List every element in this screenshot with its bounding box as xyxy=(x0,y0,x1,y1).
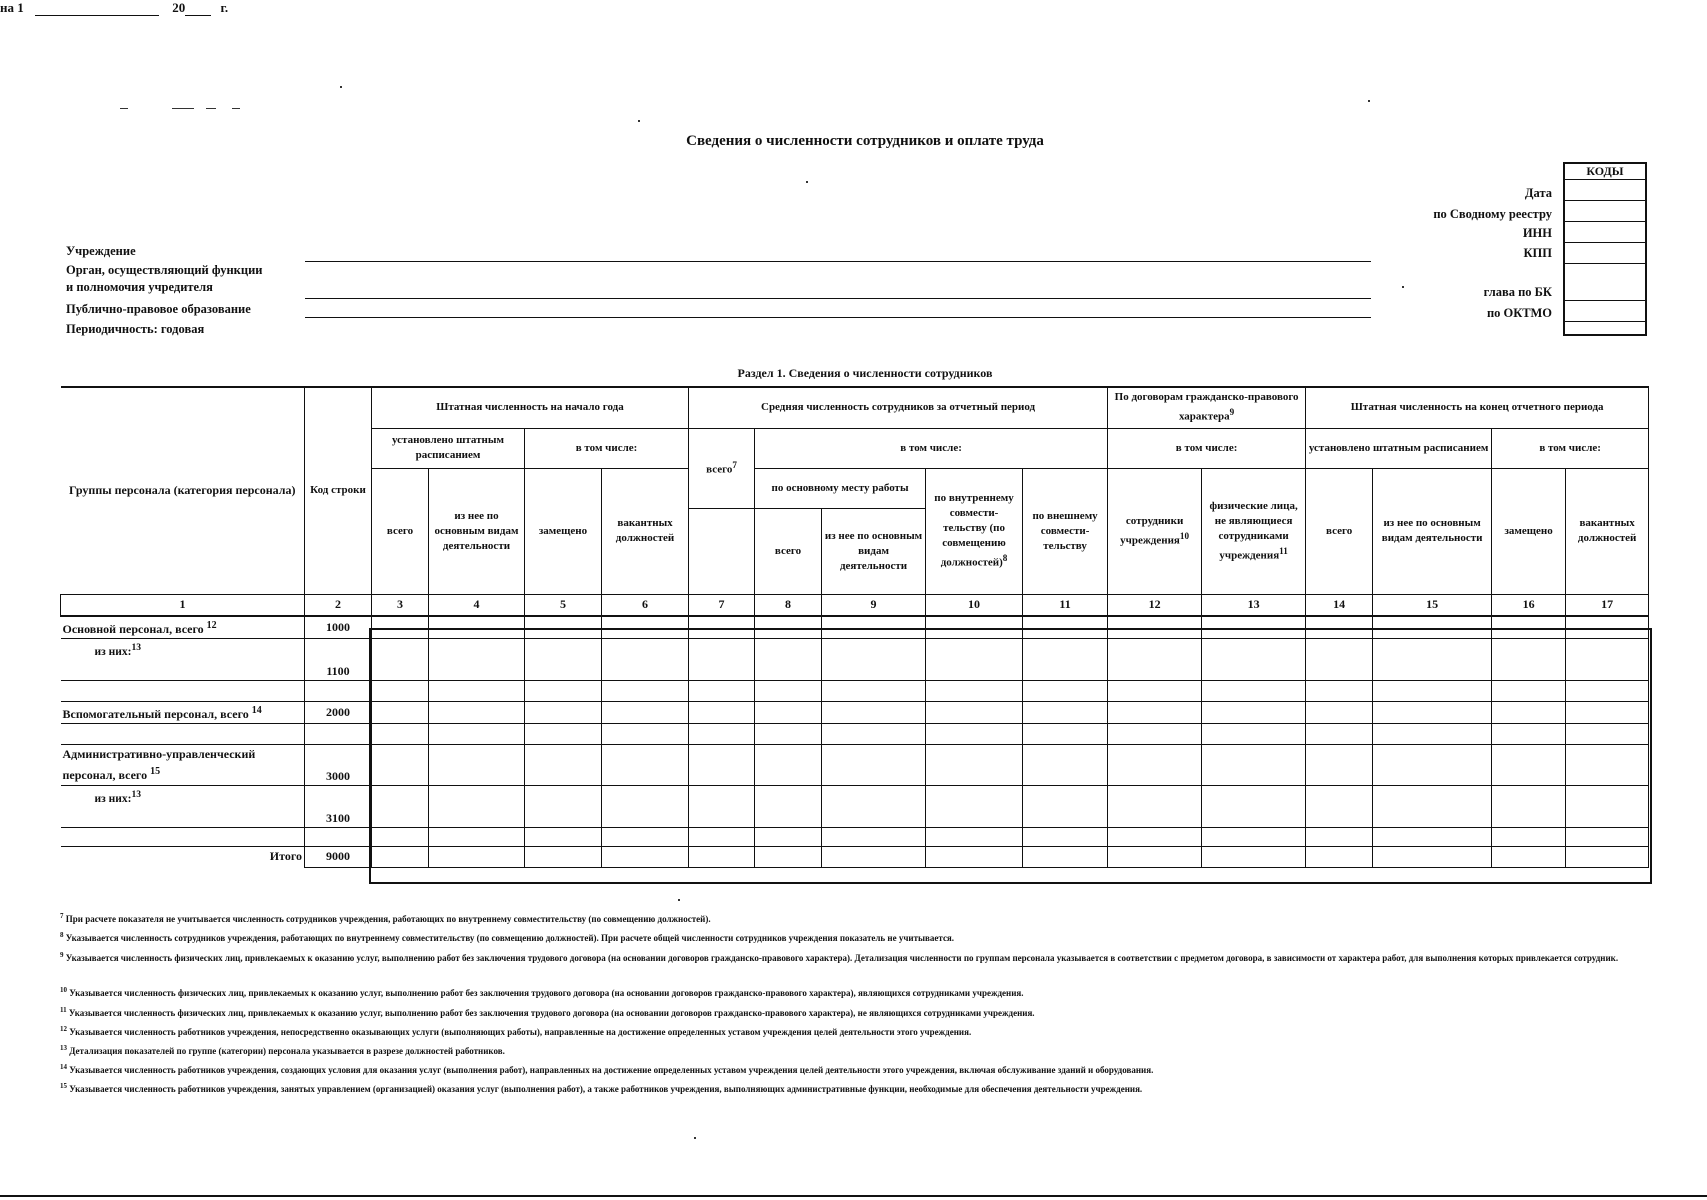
col10-internal xyxy=(926,468,1023,594)
periodicity-label: Периодичность: годовая xyxy=(66,322,205,336)
code-cell-empty[interactable] xyxy=(1564,322,1646,336)
cell[interactable] xyxy=(429,846,525,867)
cell[interactable] xyxy=(1023,680,1108,701)
cell[interactable] xyxy=(602,723,689,744)
admin-staff-text-1: Административно-управленческий xyxy=(62,746,256,761)
cell[interactable] xyxy=(1306,616,1373,639)
internal-text: по внутреннему совмести-тельству (по совмещению должностей) xyxy=(934,492,1014,569)
cell[interactable] xyxy=(372,744,429,785)
colnum: 8 xyxy=(755,594,822,616)
cell[interactable] xyxy=(1202,846,1306,867)
cell[interactable] xyxy=(429,701,525,723)
cell[interactable] xyxy=(525,827,602,846)
table-row xyxy=(61,827,1649,846)
cell[interactable] xyxy=(525,744,602,785)
cell[interactable] xyxy=(755,723,822,744)
municipality-label: Публично-правовое образование xyxy=(66,302,251,316)
cell[interactable] xyxy=(1566,785,1649,827)
colnum: 12 xyxy=(1108,594,1202,616)
cell[interactable] xyxy=(689,680,755,701)
code-label-oktmo: по ОКТМО xyxy=(1486,306,1552,320)
row-code: 9000 xyxy=(305,846,372,867)
footnote-number: 9 xyxy=(60,951,64,959)
table-row xyxy=(61,846,1649,867)
avg-main-place: по основному месту работы xyxy=(755,468,926,508)
cell[interactable] xyxy=(1373,744,1492,785)
cell[interactable] xyxy=(1023,827,1108,846)
footnote-text: Указывается численность работников учреждения, непосредственно оказывающих услуги (выполняющих работы), направленные на достижение определенных уставом учреждения целей деятельности этого учреждения. xyxy=(69,1027,972,1037)
employees-text: сотрудники учреждения xyxy=(1120,514,1184,547)
cell[interactable] xyxy=(525,638,602,680)
cell[interactable] xyxy=(926,723,1023,744)
avg-total-header xyxy=(689,428,755,508)
staff-end-incl: в том числе: xyxy=(1492,428,1649,468)
cell[interactable] xyxy=(1566,701,1649,723)
cell[interactable] xyxy=(755,785,822,827)
cell[interactable] xyxy=(429,680,525,701)
footnote-12 xyxy=(60,1024,1660,1038)
footnote-number: 14 xyxy=(60,1063,67,1071)
code-cell-date[interactable] xyxy=(1564,180,1646,201)
institution-field[interactable] xyxy=(305,261,1371,262)
cell[interactable] xyxy=(1373,827,1492,846)
row-code: 1000 xyxy=(305,616,372,639)
cell[interactable] xyxy=(822,744,926,785)
cell[interactable] xyxy=(1023,638,1108,680)
cell[interactable] xyxy=(822,723,926,744)
cell[interactable] xyxy=(1373,723,1492,744)
footnote-text: Указывается численность физических лиц, привлекаемых к оказанию услуг, выполнению работ без заключения трудового договора (на основании договоров гражданско-правового характера), являющихся сотрудниками учреждения. xyxy=(69,988,1024,998)
cell[interactable] xyxy=(525,701,602,723)
cell[interactable] xyxy=(1108,785,1202,827)
footnote-8 xyxy=(60,930,1660,944)
code-cell-oktmo[interactable] xyxy=(1564,301,1646,322)
cell[interactable] xyxy=(305,680,372,701)
cell[interactable] xyxy=(1566,827,1649,846)
cell[interactable] xyxy=(1306,744,1373,785)
colnum: 6 xyxy=(602,594,689,616)
admin-staff-sup: 15 xyxy=(150,765,161,777)
cell[interactable] xyxy=(1306,638,1373,680)
colnum: 15 xyxy=(1373,594,1492,616)
cell[interactable] xyxy=(1373,616,1492,639)
cell[interactable] xyxy=(1566,616,1649,639)
cell[interactable] xyxy=(689,638,755,680)
cell[interactable] xyxy=(1492,638,1566,680)
row-aux-staff-label xyxy=(61,701,305,723)
colnum: 13 xyxy=(1202,594,1306,616)
founder-field[interactable] xyxy=(305,298,1371,299)
footnote-number: 11 xyxy=(60,1006,67,1014)
staff-start-established: установлено штатным расписанием xyxy=(372,428,525,468)
avg-total-sup: 7 xyxy=(732,460,737,471)
row-admin-staff-label xyxy=(61,744,305,785)
cell[interactable] xyxy=(755,846,822,867)
cell[interactable] xyxy=(372,680,429,701)
cell[interactable] xyxy=(305,827,372,846)
cell[interactable] xyxy=(689,723,755,744)
cell[interactable] xyxy=(1108,616,1202,639)
cell[interactable] xyxy=(1023,846,1108,867)
staff-table xyxy=(60,386,1649,868)
cell[interactable] xyxy=(1492,827,1566,846)
row-of-them-label xyxy=(61,638,305,680)
founder-label-line2: и полномочия учредителя xyxy=(66,280,213,294)
col-contracts-header xyxy=(1108,387,1306,428)
cell[interactable] xyxy=(61,723,305,744)
colnum: 10 xyxy=(926,594,1023,616)
cell[interactable] xyxy=(1373,785,1492,827)
internal-sup: 8 xyxy=(1002,553,1008,564)
cell[interactable] xyxy=(926,827,1023,846)
cell[interactable] xyxy=(1108,827,1202,846)
cell[interactable] xyxy=(755,616,822,639)
institution-label: Учреждение xyxy=(66,244,136,258)
cell[interactable] xyxy=(822,827,926,846)
colnum: 1 xyxy=(61,594,305,616)
table-row xyxy=(61,701,1649,723)
code-cell-bk[interactable] xyxy=(1564,264,1646,301)
cell[interactable] xyxy=(822,846,926,867)
code-cell-kpp[interactable] xyxy=(1564,243,1646,264)
cell[interactable] xyxy=(602,744,689,785)
cell[interactable] xyxy=(926,616,1023,639)
footnote-number: 7 xyxy=(60,912,64,920)
cell[interactable] xyxy=(372,785,429,827)
footnote-number: 13 xyxy=(60,1044,67,1052)
cell[interactable] xyxy=(525,616,602,639)
cell[interactable] xyxy=(525,785,602,827)
cell[interactable] xyxy=(1202,680,1306,701)
col-groups-header: Группы персонала (категория персонала) xyxy=(61,387,305,594)
col3-total: всего xyxy=(372,468,429,594)
date-day-month-field[interactable] xyxy=(35,2,159,16)
contracts-header-sup: 9 xyxy=(1229,407,1235,418)
cell[interactable] xyxy=(755,680,822,701)
cell[interactable] xyxy=(372,827,429,846)
main-staff-text: Основной персонал, всего xyxy=(62,621,204,636)
colnum: 11 xyxy=(1023,594,1108,616)
cell[interactable] xyxy=(1566,638,1649,680)
cell[interactable] xyxy=(926,846,1023,867)
cell[interactable] xyxy=(1373,846,1492,867)
footnote-7 xyxy=(60,911,1660,925)
col14-total: всего xyxy=(1306,468,1373,594)
cell[interactable] xyxy=(1202,701,1306,723)
cell[interactable] xyxy=(602,785,689,827)
code-label-date: Дата xyxy=(1524,186,1552,200)
of-them-text-2: из них: xyxy=(94,792,132,805)
col16-filled: замещено xyxy=(1492,468,1566,594)
cell[interactable] xyxy=(1306,785,1373,827)
code-label-bk: глава по БК xyxy=(1483,285,1552,299)
col17-vacant: вакантных должностей xyxy=(1566,468,1649,594)
cell[interactable] xyxy=(755,744,822,785)
cell[interactable] xyxy=(429,785,525,827)
cell[interactable] xyxy=(525,846,602,867)
code-cell-registry[interactable] xyxy=(1564,201,1646,222)
row-code: 3100 xyxy=(305,785,372,827)
cell[interactable] xyxy=(61,680,305,701)
cell[interactable] xyxy=(1108,638,1202,680)
cell[interactable] xyxy=(1492,723,1566,744)
table-row xyxy=(61,744,1649,785)
row-code: 2000 xyxy=(305,701,372,723)
column-numbers-row xyxy=(61,594,1649,616)
footnote-text: Указывается численность сотрудников учреждения, работающих по внутреннему совместительству (по совмещению должностей). При расчете общей численности сотрудников учреждения показатель не учитывается. xyxy=(65,933,955,943)
col8-total: всего xyxy=(755,508,822,594)
cell[interactable] xyxy=(689,744,755,785)
col15-main-activity: из нее по основным видам деятельности xyxy=(1373,468,1492,594)
section-title: Раздел 1. Сведения о численности сотрудников xyxy=(737,366,993,380)
cell[interactable] xyxy=(525,680,602,701)
footnote-number: 8 xyxy=(60,931,64,939)
cell[interactable] xyxy=(602,846,689,867)
colnum: 4 xyxy=(429,594,525,616)
col5-filled: замещено xyxy=(525,468,602,594)
cell[interactable] xyxy=(689,846,755,867)
cell[interactable] xyxy=(1306,846,1373,867)
footnote-number: 12 xyxy=(60,1025,67,1033)
cell[interactable] xyxy=(1108,680,1202,701)
cell[interactable] xyxy=(1306,827,1373,846)
cell[interactable] xyxy=(602,638,689,680)
cell[interactable] xyxy=(1023,723,1108,744)
cell[interactable] xyxy=(1023,785,1108,827)
footnote-15 xyxy=(60,1081,1660,1095)
admin-staff-text-2: персонал, всего xyxy=(62,767,148,782)
cell[interactable] xyxy=(755,638,822,680)
col6-vacant: вакантных должностей xyxy=(602,468,689,594)
col-code-header: Код строки xyxy=(305,387,372,594)
cell[interactable] xyxy=(429,744,525,785)
cell[interactable] xyxy=(602,827,689,846)
cell[interactable] xyxy=(689,785,755,827)
cell[interactable] xyxy=(926,785,1023,827)
cell[interactable] xyxy=(1306,723,1373,744)
cell[interactable] xyxy=(822,785,926,827)
colnum: 7 xyxy=(689,594,755,616)
cell[interactable] xyxy=(755,701,822,723)
page-bottom-rule xyxy=(0,1195,1707,1197)
colnum: 3 xyxy=(372,594,429,616)
report-date-line xyxy=(0,0,1707,16)
cell[interactable] xyxy=(1566,744,1649,785)
cell[interactable] xyxy=(372,616,429,639)
col11-external: по внешнему совмести-тельству xyxy=(1023,468,1108,594)
cell[interactable] xyxy=(429,827,525,846)
row-code: 1100 xyxy=(305,638,372,680)
cell[interactable] xyxy=(602,616,689,639)
col13-individuals xyxy=(1202,468,1306,594)
cell[interactable] xyxy=(1492,744,1566,785)
footnote-text: При расчете показателя не учитывается численность сотрудников учреждения, работающих по внутреннему совместительству (по совмещению должностей). xyxy=(65,914,711,924)
footnote-11 xyxy=(60,1005,1660,1019)
footnote-13 xyxy=(60,1043,1660,1057)
codes-box xyxy=(1563,162,1647,336)
cell[interactable] xyxy=(822,701,926,723)
code-label-kpp: КПП xyxy=(1523,246,1552,260)
staff-start-incl: в том числе: xyxy=(525,428,689,468)
footnote-9 xyxy=(60,950,1660,964)
row-total-label: Итого xyxy=(61,846,305,867)
cell[interactable] xyxy=(822,638,926,680)
cell[interactable] xyxy=(1202,616,1306,639)
cell[interactable] xyxy=(1202,723,1306,744)
footnote-text: Указывается численность физических лиц, привлекаемых к оказанию услуг, выполнению работ без заключения трудового договора (на основании договоров гражданско-правового характера). Детализация численности по группам персонала указывается в соответствии с предметом договора, в зависимости от характера работ, для выполнения которых привлекается сотрудник. xyxy=(65,953,1619,963)
cell[interactable] xyxy=(689,827,755,846)
cell[interactable] xyxy=(689,701,755,723)
date-prefix: на 1 xyxy=(0,0,24,15)
cell[interactable] xyxy=(372,846,429,867)
cell[interactable] xyxy=(1306,701,1373,723)
avg-incl: в том числе: xyxy=(755,428,1108,468)
contracts-incl: в том числе: xyxy=(1108,428,1306,468)
row-of-them-label-2 xyxy=(61,785,305,827)
cell[interactable] xyxy=(429,638,525,680)
code-label-inn: ИНН xyxy=(1522,226,1552,240)
cell[interactable] xyxy=(1373,680,1492,701)
footnote-number: 10 xyxy=(60,986,67,994)
date-suffix: г. xyxy=(220,0,229,15)
cell[interactable] xyxy=(372,723,429,744)
cell[interactable] xyxy=(926,680,1023,701)
cell[interactable] xyxy=(822,616,926,639)
cell[interactable] xyxy=(1373,701,1492,723)
main-staff-sup: 12 xyxy=(206,619,217,631)
cell[interactable] xyxy=(1108,723,1202,744)
table-row xyxy=(61,680,1649,701)
cell[interactable] xyxy=(926,638,1023,680)
contracts-header-text: По договорам гражданско-правового характера xyxy=(1114,391,1299,424)
cell[interactable] xyxy=(1566,846,1649,867)
cell[interactable] xyxy=(1202,827,1306,846)
col9-main-activity: из нее по основным видам деятельности xyxy=(822,508,926,594)
cell[interactable] xyxy=(1373,638,1492,680)
founder-label-line1: Орган, осуществляющий функции xyxy=(66,263,263,277)
aux-staff-sup: 14 xyxy=(251,704,262,716)
individuals-text: физические лица, не являющиеся сотрудниками учреждения xyxy=(1209,499,1298,562)
footnote-number: 15 xyxy=(60,1082,67,1090)
col12-employees xyxy=(1108,468,1202,594)
cell[interactable] xyxy=(1492,616,1566,639)
table-row xyxy=(61,616,1649,639)
cell[interactable] xyxy=(1202,785,1306,827)
cell[interactable] xyxy=(755,827,822,846)
cell[interactable] xyxy=(1492,701,1566,723)
footnote-text: Указывается численность физических лиц, привлекаемых к оказанию услуг, выполнению работ без заключения трудового договора (на основании договоров гражданско-правового характера), не являющихся сотрудниками учреждения. xyxy=(68,1008,1035,1018)
col-staff-start-header: Штатная численность на начало года xyxy=(372,387,689,428)
colnum: 5 xyxy=(525,594,602,616)
footnote-text: Детализация показателей по группе (категории) персонала указывается в разрезе должностей работников. xyxy=(69,1046,505,1056)
cell[interactable] xyxy=(689,616,755,639)
cell[interactable] xyxy=(429,616,525,639)
col-staff-end-header: Штатная численность на конец отчетного периода xyxy=(1306,387,1649,428)
cell[interactable] xyxy=(1108,701,1202,723)
cell[interactable] xyxy=(61,827,305,846)
code-label-registry: по Сводному реестру xyxy=(1433,207,1552,221)
col-average-header: Средняя численность сотрудников за отчетный период xyxy=(689,387,1108,428)
cell[interactable] xyxy=(1023,701,1108,723)
of-them-text: из них: xyxy=(94,645,132,658)
row-main-staff-label xyxy=(61,616,305,639)
of-them-sup-2: 13 xyxy=(131,788,142,800)
cell[interactable] xyxy=(822,680,926,701)
staff-end-established: установлено штатным расписанием xyxy=(1306,428,1492,468)
table-row xyxy=(61,723,1649,744)
cell[interactable] xyxy=(1108,744,1202,785)
of-them-sup: 13 xyxy=(131,641,142,653)
cell[interactable] xyxy=(1202,744,1306,785)
colnum: 14 xyxy=(1306,594,1373,616)
cell[interactable] xyxy=(1492,785,1566,827)
row-code: 3000 xyxy=(305,744,372,785)
employees-sup: 10 xyxy=(1179,530,1190,541)
form-title: Сведения о численности сотрудников и оплате труда xyxy=(686,133,1044,149)
colnum: 16 xyxy=(1492,594,1566,616)
cell[interactable] xyxy=(1492,680,1566,701)
footnote-14 xyxy=(60,1062,1660,1076)
colnum: 2 xyxy=(305,594,372,616)
municipality-field[interactable] xyxy=(305,317,1371,318)
date-year-prefix: 20 xyxy=(172,0,186,15)
colnum: 9 xyxy=(822,594,926,616)
cell[interactable] xyxy=(926,744,1023,785)
code-cell-inn[interactable] xyxy=(1564,222,1646,243)
codes-header: КОДЫ xyxy=(1564,163,1646,180)
cell[interactable] xyxy=(1023,616,1108,639)
cell[interactable] xyxy=(926,701,1023,723)
individuals-sup: 11 xyxy=(1279,545,1288,556)
colnum: 17 xyxy=(1566,594,1649,616)
cell[interactable] xyxy=(1023,744,1108,785)
cell[interactable] xyxy=(602,680,689,701)
table-row xyxy=(61,638,1649,680)
cell[interactable] xyxy=(602,701,689,723)
cell[interactable] xyxy=(1108,846,1202,867)
cell[interactable] xyxy=(1566,680,1649,701)
cell[interactable] xyxy=(1492,846,1566,867)
cell[interactable] xyxy=(1306,680,1373,701)
cell[interactable] xyxy=(429,723,525,744)
table-row xyxy=(61,785,1649,827)
cell[interactable] xyxy=(1202,638,1306,680)
avg-total-lower xyxy=(689,508,755,594)
cell[interactable] xyxy=(525,723,602,744)
footnote-text: Указывается численность работников учреждения, создающих условия для оказания услуг (выполнения работ), направленных на достижение определенных уставом учреждения целей деятельности этого учреждения, включая обслуживание зданий и оборудования. xyxy=(69,1065,1154,1075)
cell[interactable] xyxy=(372,701,429,723)
aux-staff-text: Вспомогательный персонал, всего xyxy=(62,706,249,721)
cell[interactable] xyxy=(305,723,372,744)
cell[interactable] xyxy=(372,638,429,680)
avg-total-text: всего xyxy=(706,463,733,476)
date-year-field[interactable] xyxy=(185,2,211,16)
cell[interactable] xyxy=(1566,723,1649,744)
footnote-text: Указывается численность работников учреждения, занятых управлением (организацией) оказания услуг (выполнения работ), а также работников учреждения, выполняющих административные функции, необходимые для обеспечения деятельности учреждения. xyxy=(69,1084,1143,1094)
footnote-10 xyxy=(60,985,1660,999)
col4-main-activity: из нее по основным видам деятельности xyxy=(429,468,525,594)
